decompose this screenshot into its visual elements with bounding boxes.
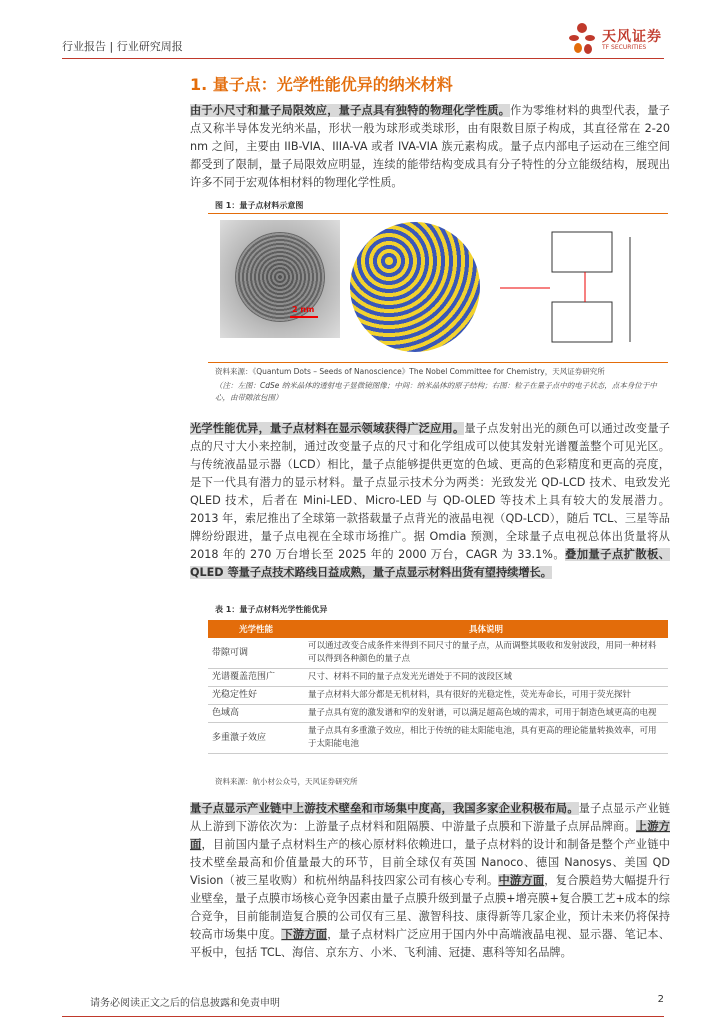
footer-disclaimer: 请务必阅读正文之后的信息披露和免责申明: [90, 998, 280, 1009]
upstream-text: ，目前国内量子点材料生产的核心原材料依赖进口，量子点材料的设计和制备是整个产业链中技术壁垒最高和价值量最大的环节，目前全球仅有英国 Nanoco、德国 Nanosys、美国 QD Vision（被三星收购）和杭州纳晶科技四家公司有核心专利。: [190, 838, 670, 887]
downstream-text: ，量子点材料广泛应用于国内外中高端液晶电视、显示器、笔记本、平板中，包括 TCL、海信、京东方、小米、飞利浦、冠捷、惠科等知名品牌。: [190, 928, 670, 959]
table-cell-property: 多重激子效应: [208, 723, 304, 754]
table-row: [208, 723, 668, 754]
logo-icon: [566, 22, 598, 56]
figure-note: （注：左图：CdSe 纳米晶体的透射电子显微镜图像；中间：纳米晶体的原子结构；右图：粒子在量子点中的电子状态，点本身位于中心，由带隙浓包围）: [215, 381, 657, 402]
properties-table: [208, 620, 668, 754]
table-source: 资料来源：航小材公众号，天风证券研究所: [215, 777, 358, 786]
paragraph-body: 作为零维材料的典型代表，量子点又称半导体发光纳米晶，形状一般为球形或类球形，由有限数目原子构成，其直径常在 2-20 nm 之间，主要由 IIB-VIA、IIIA-VA 或者 IVA-VIA 族元素构成。量子点内部电子运动在三维空间都受到了限制，量子局限效应明显，连续的能带结构变成具有分子特性的分立能级结构，展现出许多不同于宏观体相材料的物理化学性质。: [190, 104, 670, 189]
table-row: [208, 638, 668, 669]
paragraph-tail: 叠加量子点扩散板、QLED 等量子点技术路线日益成熟，量子点显示材料出货有望持续增长。: [190, 548, 670, 579]
table-cell-property: 带隙可调: [208, 638, 304, 669]
tem-image: [220, 220, 340, 338]
logo-en: TF SECURITIES: [602, 44, 647, 51]
figure-rule-bottom: [208, 362, 668, 363]
midstream-text: ，复合膜趋势大幅提升行业壁垒，量子点膜市场核心竞争因素由量子点膜升级到量子点膜+增亮膜+复合膜工艺+成本的综合竞争，目前能制造复合膜的公司仅有三星、激智科技、康得新等几家企业，预计未来仍将保持较高市场集中度。: [190, 874, 670, 941]
atomic-structure-image: [350, 222, 480, 352]
section-title: 1. 量子点：光学性能优异的纳米材料: [190, 75, 453, 94]
table-cell-property: 光稳定性好: [208, 687, 304, 705]
paragraph-body: 量子点发射出光的颜色可以通过改变量子点的尺寸大小来控制，通过改变量子点的尺寸和化学组成可以使其发射光谱覆盖整个可见光区。与传统液晶显示器（LCD）相比，量子点能够提供更宽的色域、更高的色彩精度和更高的亮度，是下一代具有潜力的显示材料。量子点显示技术分为两类：光致发光 QD-LCD 技术、电致发光 QLED 技术，后者在 Mini-LED、Micro-LED 与 QD-OLED 等技术上具有较大的发展潜力。2013 年，索尼推出了全球第一款搭载量子点背光的液晶电视（QD-LCD），随后 TCL、三星等品牌纷纷跟进，量子点电视在全球市场推广。据 Omdia 预测，全球量子点电视总体出货量将从 2018 年的 270 万台增长至 2025 年的 2000 万台，CAGR 为 33.1%。: [190, 422, 670, 561]
figure-source: 资料来源：《Quantum Dots – Seeds of Nanoscience》The Nobel Committee for Chemistry，天风证券研究所: [215, 367, 605, 376]
downstream-label: 下游方面: [281, 928, 328, 941]
figure-rule-top: [208, 213, 668, 214]
scale-label: 2 nm: [292, 305, 315, 314]
page-header: [0, 0, 724, 60]
paragraph-body: 量子点显示产业链从上游到下游依次为：上游量子点材料和阻隔膜、中游量子点膜和下游量子点屏品牌商。: [190, 802, 670, 833]
table-cell-property: 光谱覆盖范围广: [208, 669, 304, 687]
table-header-description: 具体说明: [304, 620, 668, 638]
table-row: [208, 669, 668, 687]
table-row: [208, 687, 668, 705]
logo-name: 天风证券: [602, 29, 662, 45]
table-cell-description: 量子点具有多重激子效应，相比于传统的硅太阳能电池，具有更高的理论能量转换效率，可用于太阳能电池: [304, 723, 668, 754]
logo: [566, 22, 676, 58]
table-cell-description: 尺寸、材料不同的量子点发光光谱处于不同的波段区域: [304, 669, 668, 687]
table-cell-description: 量子点材料大部分都是无机材料，具有很好的光稳定性，荧光寿命长，可用于荧光探针: [304, 687, 668, 705]
energy-level-diagram: [490, 222, 670, 354]
paragraph-lead: 量子点显示产业链中上游技术壁垒和市场集中度高，我国多家企业积极布局。: [190, 802, 579, 815]
paragraph-lead: 光学性能优异，量子点材料在显示领域获得广泛应用。: [190, 422, 465, 435]
scale-bar: [290, 316, 318, 318]
midstream-label: 中游方面: [498, 874, 545, 887]
page-number: 2: [657, 994, 664, 1005]
table-cell-property: 色域高: [208, 705, 304, 723]
paragraph-industry: [190, 800, 670, 962]
footer-rule: [62, 1016, 664, 1017]
figure-title: 图 1：量子点材料示意图: [215, 201, 304, 210]
table-cell-description: 量子点具有宽的激发谱和窄的发射谱，可以满足超高色域的需求，可用于制造色域更高的电视: [304, 705, 668, 723]
table-row: [208, 705, 668, 723]
paragraph-lead: 由于小尺寸和量子局限效应，量子点具有独特的物理化学性质。: [190, 104, 511, 117]
valence-band: [552, 302, 612, 342]
paragraph-display: [190, 420, 670, 582]
table-title: 表 1：量子点材料光学性能优异: [215, 605, 328, 614]
paragraph-intro: [190, 102, 670, 192]
conduction-band: [552, 232, 612, 272]
upstream-label: 上游方面: [190, 820, 670, 851]
table-header-property: 光学性能: [208, 620, 304, 638]
table-cell-description: 可以通过改变合成条件来得到不同尺寸的量子点，从而调整其吸收和发射波段，用同一种材料可以得到各种颜色的量子点: [304, 638, 668, 669]
breadcrumb: 行业报告 | 行业研究周报: [62, 40, 183, 53]
header-rule: [62, 58, 664, 59]
